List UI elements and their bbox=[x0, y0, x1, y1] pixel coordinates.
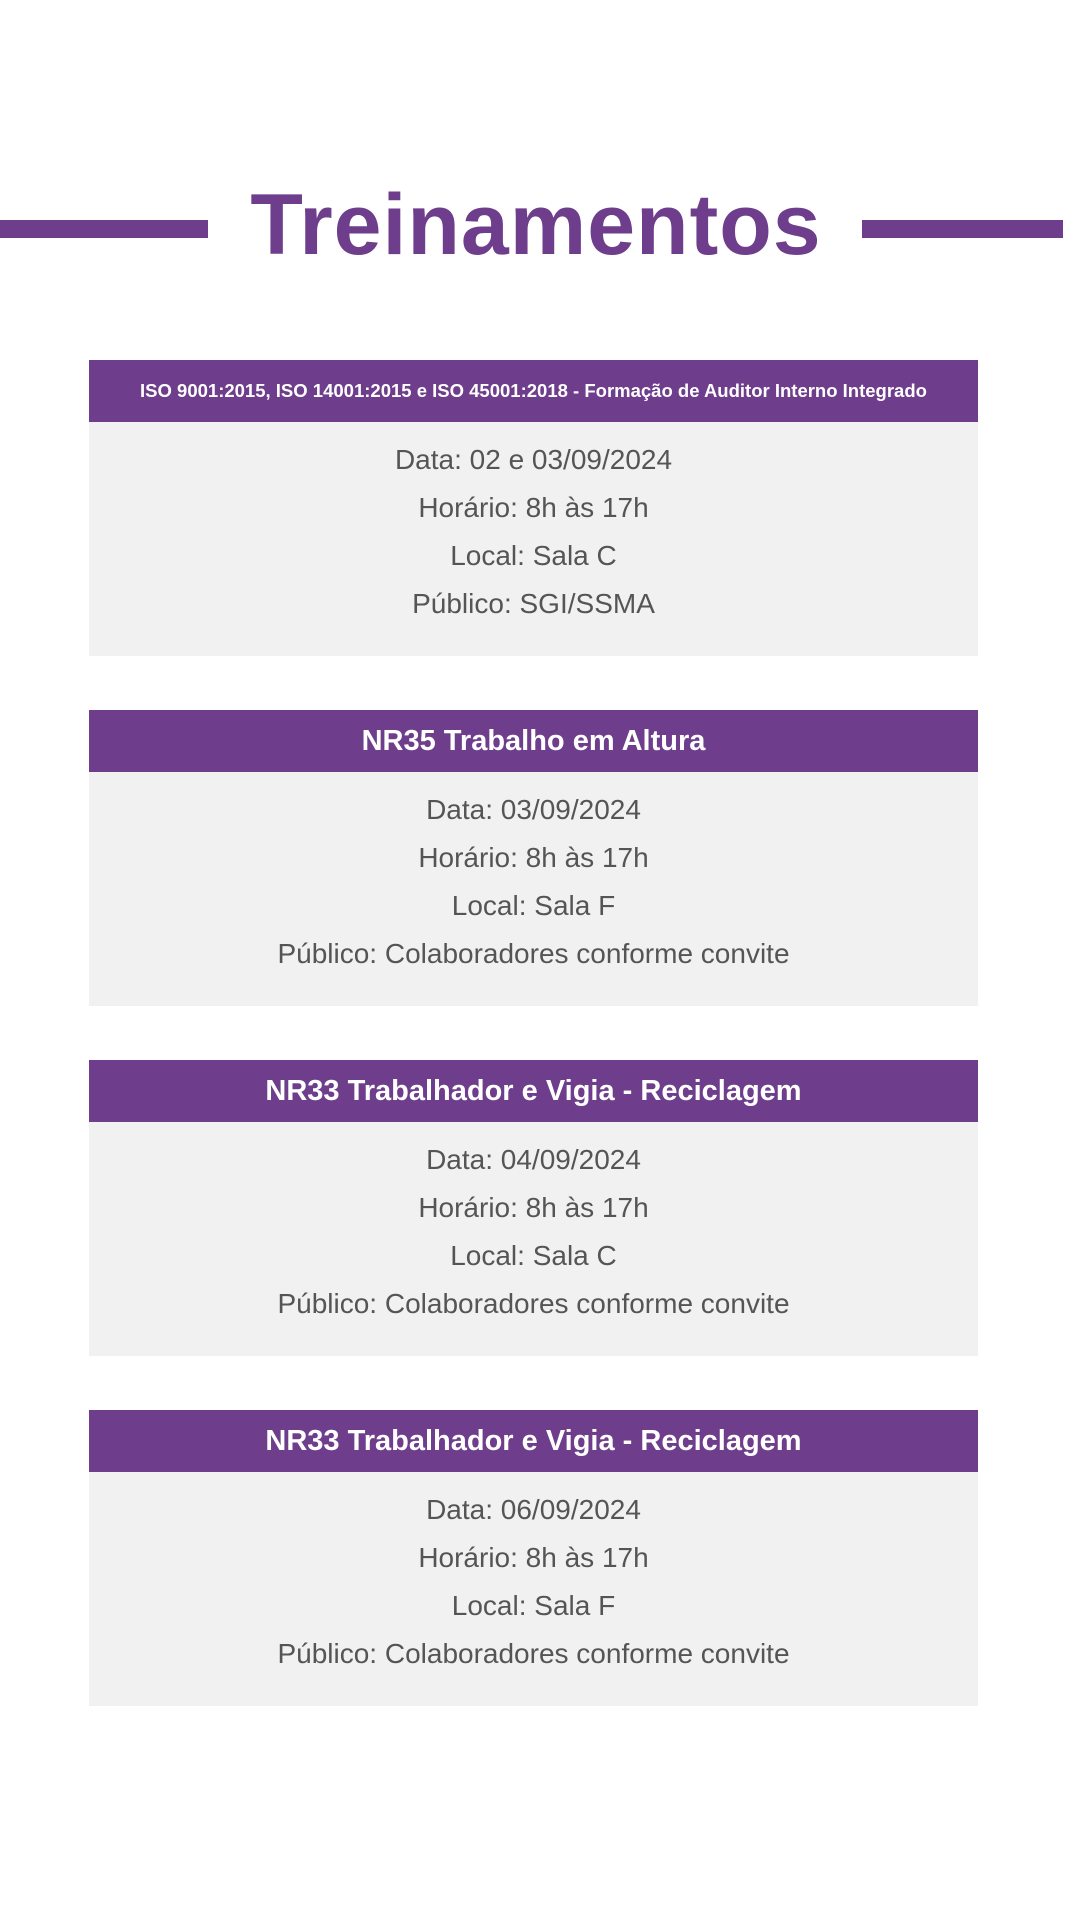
training-details bbox=[89, 1472, 978, 1706]
training-location: Local: Sala C bbox=[450, 540, 617, 571]
training-audience: Público: SGI/SSMA bbox=[412, 588, 655, 619]
training-details bbox=[89, 772, 978, 1006]
training-time: Horário: 8h às 17h bbox=[418, 842, 649, 873]
training-title: NR35 Trabalho em Altura bbox=[89, 710, 978, 772]
training-date: Data: 06/09/2024 bbox=[426, 1494, 641, 1525]
training-card bbox=[89, 710, 978, 1006]
title-divider-left bbox=[0, 220, 208, 238]
training-audience: Público: Colaboradores conforme convite bbox=[277, 1638, 790, 1669]
training-date: Data: 02 e 03/09/2024 bbox=[394, 444, 673, 475]
training-time: Horário: 8h às 17h bbox=[418, 492, 649, 523]
training-location: Local: Sala F bbox=[451, 890, 616, 921]
training-date: Data: 04/09/2024 bbox=[426, 1144, 641, 1175]
title-divider-right bbox=[862, 220, 1063, 238]
training-title: ISO 9001:2015, ISO 14001:2015 e ISO 45001:2018 - Formação de Auditor Interno Integrado bbox=[89, 360, 978, 422]
page-title: Treinamentos bbox=[250, 177, 822, 273]
training-time: Horário: 8h às 17h bbox=[418, 1542, 649, 1573]
training-date: Data: 03/09/2024 bbox=[426, 794, 641, 825]
training-location: Local: Sala C bbox=[450, 1240, 617, 1271]
training-audience: Público: Colaboradores conforme convite bbox=[277, 938, 790, 969]
training-location: Local: Sala F bbox=[451, 1590, 616, 1621]
training-audience: Público: Colaboradores conforme convite bbox=[277, 1288, 790, 1319]
training-title: NR33 Trabalhador e Vigia - Reciclagem bbox=[89, 1060, 978, 1122]
training-title: NR33 Trabalhador e Vigia - Reciclagem bbox=[89, 1410, 978, 1472]
page-header bbox=[0, 170, 1080, 280]
training-details bbox=[89, 1122, 978, 1356]
training-card bbox=[89, 1410, 978, 1706]
training-card bbox=[89, 1060, 978, 1356]
training-details bbox=[89, 422, 978, 656]
training-card bbox=[89, 360, 978, 656]
training-time: Horário: 8h às 17h bbox=[418, 1192, 649, 1223]
